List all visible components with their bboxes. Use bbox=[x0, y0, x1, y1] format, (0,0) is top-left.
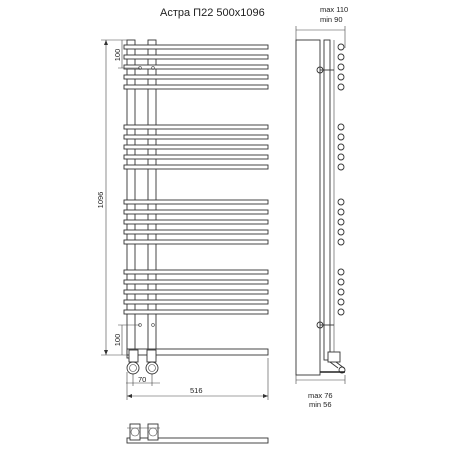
bar-end-circle bbox=[338, 134, 344, 140]
bar-end-circle bbox=[338, 229, 344, 235]
bar-end-circle bbox=[338, 74, 344, 80]
bar-end-circle bbox=[338, 279, 344, 285]
horizontal-bar bbox=[124, 270, 268, 274]
wall-outline bbox=[296, 40, 320, 375]
horizontal-bar bbox=[124, 165, 268, 169]
horizontal-bar bbox=[124, 155, 268, 159]
horizontal-bar bbox=[124, 145, 268, 149]
drawing-title: Астра П22 500х1096 bbox=[160, 7, 265, 19]
horizontal-bar bbox=[124, 125, 268, 129]
horizontal-bar bbox=[124, 210, 268, 214]
wall-min-label: min 90 bbox=[320, 15, 343, 24]
bar-end-circle bbox=[338, 144, 344, 150]
horizontal-bar bbox=[124, 280, 268, 284]
horizontal-bar bbox=[124, 85, 268, 89]
bar-end-circle bbox=[338, 199, 344, 205]
horizontal-bar bbox=[124, 310, 268, 314]
left-valve bbox=[127, 350, 139, 374]
front-view bbox=[124, 40, 268, 374]
bar-end-circle bbox=[338, 64, 344, 70]
radiator-profile bbox=[324, 40, 330, 360]
bar-end-circle bbox=[338, 44, 344, 50]
top-spacing-label: 100 bbox=[113, 48, 122, 62]
horizontal-bar bbox=[124, 230, 268, 234]
bar-end-circle bbox=[338, 54, 344, 60]
height-dimension-label: 1096 bbox=[96, 191, 105, 209]
horizontal-bar bbox=[124, 55, 268, 59]
bar-end-circle bbox=[338, 239, 344, 245]
horizontal-bar bbox=[124, 75, 268, 79]
bar-end-circle bbox=[338, 84, 344, 90]
side-view bbox=[296, 40, 345, 375]
horizontal-bar bbox=[124, 200, 268, 204]
bar-end-circle bbox=[338, 164, 344, 170]
bar-end-circle bbox=[338, 269, 344, 275]
horizontal-bar bbox=[124, 240, 268, 244]
horizontal-bar bbox=[124, 220, 268, 224]
bar-end-circle bbox=[338, 209, 344, 215]
width-dimension-label: 516 bbox=[190, 386, 203, 395]
depth-min-label: min 56 bbox=[309, 400, 332, 409]
depth-max-label: max 76 bbox=[308, 391, 333, 400]
bar-end-circles bbox=[338, 44, 344, 315]
connection-spacing-label: 70 bbox=[138, 375, 147, 384]
bar-end-circle bbox=[338, 309, 344, 315]
horizontal-bar bbox=[124, 65, 268, 69]
bar-end-circle bbox=[338, 154, 344, 160]
bar-end-circle bbox=[338, 124, 344, 130]
bar-end-circle bbox=[338, 299, 344, 305]
bar-end-circle bbox=[338, 289, 344, 295]
horizontal-bar bbox=[124, 135, 268, 139]
horizontal-bars bbox=[124, 45, 268, 314]
bottom-spacing-label: 100 bbox=[113, 333, 122, 347]
wall-max-label: max 110 bbox=[320, 5, 349, 14]
horizontal-bar bbox=[124, 300, 268, 304]
horizontal-bar bbox=[124, 45, 268, 49]
bar-end-circle bbox=[338, 219, 344, 225]
right-valve bbox=[146, 350, 158, 374]
bottom-view bbox=[127, 424, 268, 443]
horizontal-bar bbox=[124, 290, 268, 294]
